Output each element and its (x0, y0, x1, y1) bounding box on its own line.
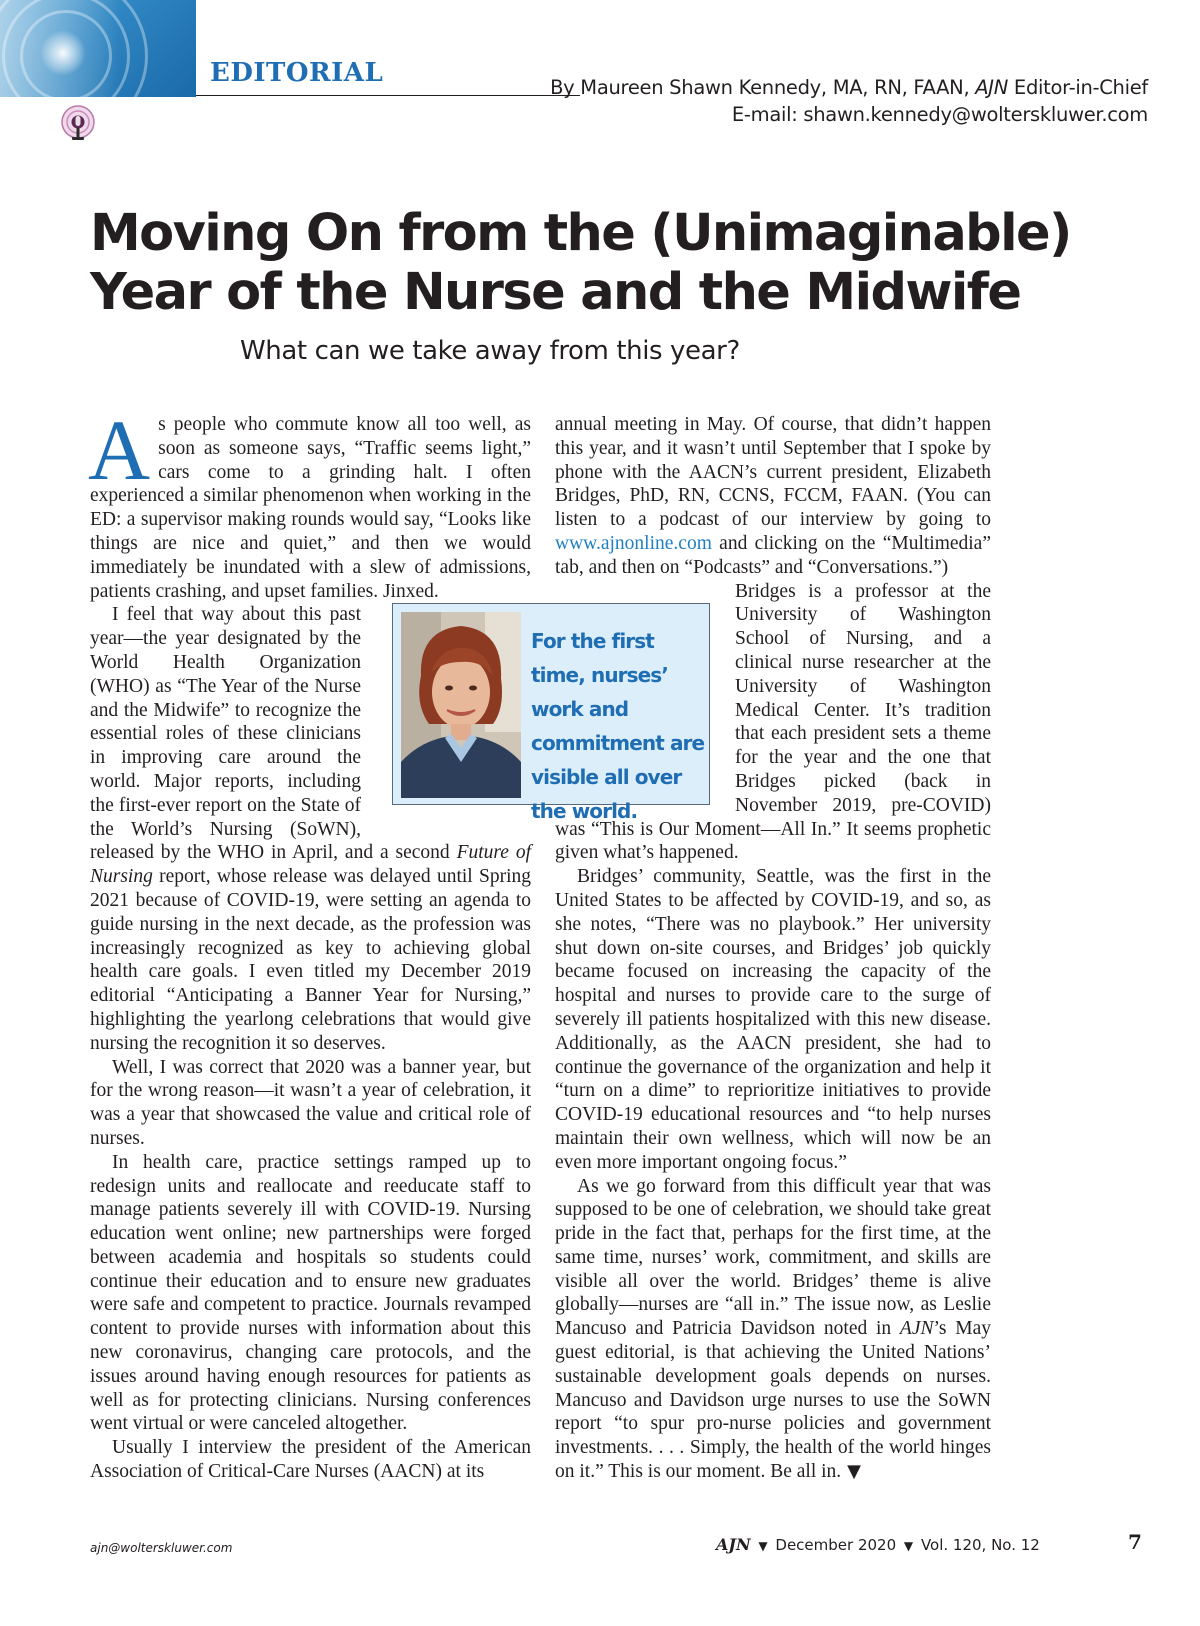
footer-issue-date: December 2020 (775, 1536, 897, 1554)
page-number: 7 (1128, 1530, 1142, 1554)
section-label: EDITORIAL (210, 58, 384, 88)
paragraph: In health care, practice settings ramped up to redesign units and reallocate and reeducate staff to manage patients severely ill with COVID-19. Nursing education went online; new partnerships were forged between academia and hospitals so students could continue their education and to ensure new graduates were safe and competent to practice. Journals revamped content to provide nurses with information about this new coronavirus, changing care protocols, and the issues around having enough resources for patients as well as for protecting clinicians. Nursing conferences went virtual or were canceled altogether. (90, 1151, 531, 1435)
podcast-icon[interactable] (58, 104, 98, 144)
paragraph: Well, I was correct that 2020 was a banner year, but for the wrong reason—it wasn’t a year of celebration, it was a year that showcased the value and critical role of nurses. (90, 1056, 531, 1149)
paragraph: Usually I interview the president of the American Association of Critical-Care Nurses (AACN) at its (90, 1437, 531, 1483)
header-corner-art (0, 0, 196, 97)
pull-quote-box (392, 603, 710, 823)
footer-citation (716, 1535, 1040, 1554)
paragraph: Bridges is a professor at the University of Washington School of Nursing, and a clinical nurse researcher at the University of Washington Medical Center. It’s tradition that each president sets a theme for the year and the one that Bridges picked (back in November 2019, pre-COVID) was “This is Our Moment—All In.” It seems prophetic given what’s happened. (555, 580, 991, 864)
pull-quote: For the first time, nurses’ work and commitment are visible all over the world. (531, 629, 705, 823)
paragraph: As we go forward from this difficult year that was supposed to be one of celebration, we should take great pride in the fact that, perhaps for the first time, at the same time, nurses’ work, commitment, and skills are visible all over the world. Bridges’ theme is alive globally—nurses are “all in.” The issue now, as Leslie Mancuso and Patricia Davidson noted in AJN’s May guest editorial, is that achieving the United Nations’ sustainable development goals depends on nurses. Mancuso and Davidson urge nurses to use the SoWN report “to spur pro-nurse policies and government investments. . . . Simply, the health of the world hinges on it.” This is our moment. Be all in. ▼ (555, 1175, 991, 1483)
author-photo (401, 612, 521, 798)
ajnonline-link[interactable]: www.ajnonline.com (555, 532, 712, 554)
paragraph: annual meeting in May. Of course, that didn’t happen this year, and it wasn’t until September that I spoke by phone with the AACN’s current president, Elizabeth Bridges, PhD, RN, CCNS, FCCM, FAAN. (You can listen to a podcast of our interview by going to www.ajnonline.com and clicking on the “Multimedia” tab, and then on “Podcasts” and “Conversations.”) (555, 414, 991, 578)
article-column-right (555, 413, 991, 1484)
paragraph: As people who commute know all too well, as soon as someone says, “Traffic seems light,” cars come to a grinding halt. I often experienced a similar phenomenon when working in the ED: a supervisor making rounds would say, “Looks like things are nice and quiet,” and then we would immediately be inundated with a slew of admissions, patients crashing, and upset families. Jinxed. (88, 402, 531, 602)
separator-icon: ▼ (903, 1539, 914, 1553)
byline (550, 74, 1148, 128)
article-column-left (88, 402, 531, 1484)
article-title: Moving On from the (Unimaginable) Year of the Nurse and the Midwife (90, 204, 1071, 322)
byline-author: By Maureen Shawn Kennedy, MA, RN, FAAN, AJN Editor-in-Chief (550, 76, 1148, 99)
paragraph: I feel that way about this past year—the year designated by the World Health Organization (WHO) as “The Year of the Nurse and the Midwife” to recognize the essential roles of these clinicians in improving care around the world. Major reports, including the first-ever report on the State of the World’s Nursing (SoWN), released by the WHO in April, and a second Future of Nursing report, whose release was delayed until Spring 2021 because of COVID-19, were setting an agenda to guide nursing in the next decade, as the profession was increasingly recognized as key to achieving global health care goals. I even titled my December 2019 editorial “Anticipating a Banner Year for Nursing,” highlighting the yearlong celebrations that would give nursing the recognition it so deserves. (90, 604, 531, 1054)
byline-email[interactable]: E-mail: shawn.kennedy@wolterskluwer.com (731, 103, 1148, 126)
footer-email[interactable]: ajn@wolterskluwer.com (90, 1541, 233, 1555)
paragraph: Bridges’ community, Seattle, was the first in the United States to be affected by COVID-19, and so, as she notes, “There was no playbook.” Her university shut down on-site courses, and Bridges’ job quickly became focused on increasing the capacity of the hospital and nurses to provide care to the surge of severely ill patients hospitalized with this new disease. Additionally, as the AACN president, she had to continue the governance of the organization and help it “turn on a dime” to reprioritize initiatives to provide COVID-19 educational resources and “to help nurses maintain their own wellness, which will now be an even more important ongoing focus.” (555, 866, 991, 1173)
section-rule (196, 95, 580, 96)
footer-volume: Vol. 120, No. 12 (920, 1536, 1040, 1554)
end-mark-icon: ▼ (847, 1461, 862, 1483)
article-subtitle: What can we take away from this year? (240, 336, 740, 366)
drop-cap: A (88, 402, 151, 498)
footer-journal: AJN (716, 1535, 751, 1554)
separator-icon: ▼ (758, 1539, 768, 1553)
